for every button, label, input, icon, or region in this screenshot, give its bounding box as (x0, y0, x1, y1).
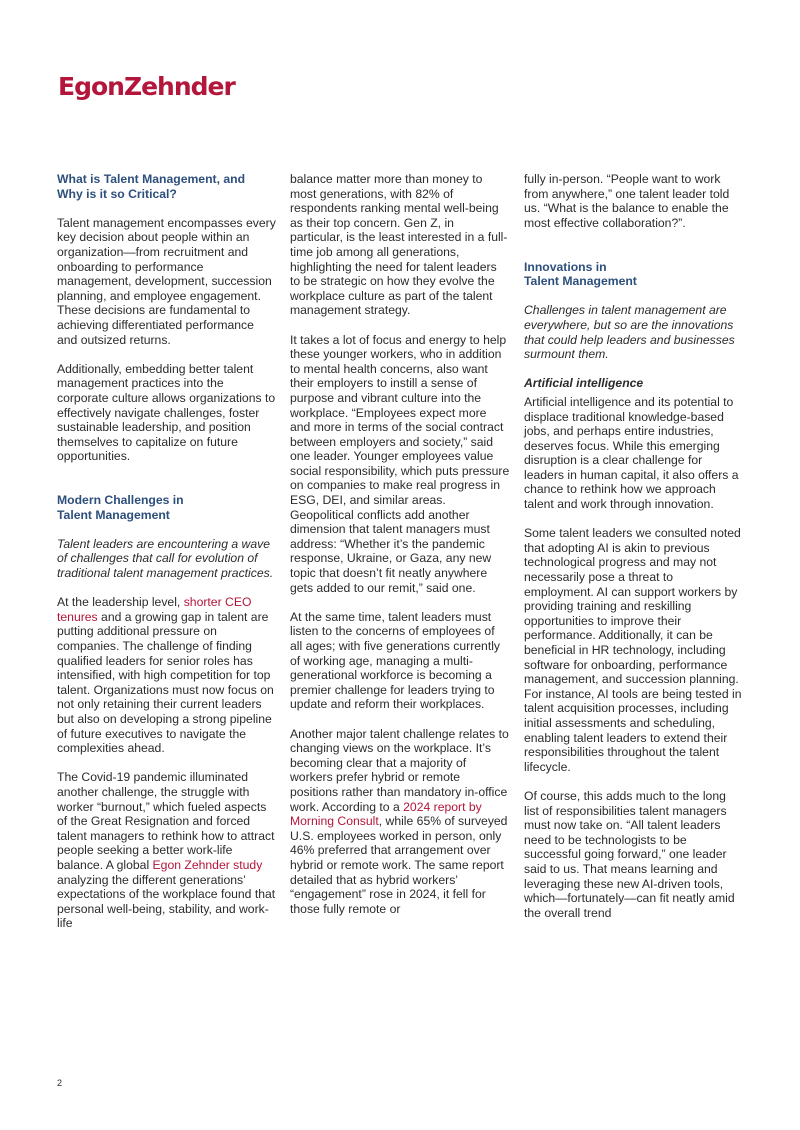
text: The Covid-19 pandemic illuminated another challenge, the struggle with worker “burnout,” which fueled aspects of the Great Resignation and forced talent managers to rethink how to attract people seeking a better work-life balance. A global (57, 770, 275, 872)
heading-what-is-talent-management (57, 172, 277, 201)
egon-zehnder-study-link[interactable]: Egon Zehnder study (152, 857, 263, 872)
page-number: 2 (57, 1078, 63, 1088)
heading-line: Talent Management (524, 274, 637, 289)
shorter-ceo-tenures-link[interactable]: shorter CEO tenures (57, 595, 252, 624)
heading-line: Innovations in (524, 259, 607, 274)
column-left (57, 172, 277, 945)
spacer (524, 245, 744, 260)
paragraph: At the same time, talent leaders must listen to the concerns of employees of all ages; with five generations currently of working age, managing a multi-generational workforce is becoming a premier challenge for leaders trying to update and reform their workplaces. (290, 609, 501, 712)
column-middle (290, 172, 510, 931)
morning-consult-report-link[interactable]: 2024 report by Morning Consult (290, 799, 482, 829)
paragraph: Of course, this adds much to the long list of responsibilities talent managers must now take on. “All talent leaders need to be technologists to be successful going forward,” one leader said to us. That means learning and leveraging these new AI-driven tools, which—fortunately—can fit neatly amid the overall trend (524, 788, 735, 920)
subheading-artificial-intelligence: Artificial intelligence (524, 376, 644, 391)
text: , while 65% of surveyed U.S. employees worked in person, only 46% preferred that arrangement over hybrid or remote work. The same report detailed that as hybrid workers’ “engagement” rose in 2024, it fell for those fully remote or (290, 814, 508, 916)
heading-modern-challenges (57, 493, 277, 522)
heading-line: Why is it so Critical? (57, 186, 177, 201)
heading-line: Talent Management (57, 507, 170, 522)
text: At the leadership level, (57, 595, 184, 610)
paragraph: balance matter more than money to most generations, with 82% of respondents ranking mental well-being as their top concern. Gen Z, in particular, is the least interested in a full-time job among all generations, highlighting the need for talent leaders to be strategic on how they evolve the workplace culture as part of the talent management strategy. (290, 172, 508, 318)
section-intro: Challenges in talent management are everywhere, but so are the innovations that could help leaders and businesses surmount them. (524, 303, 735, 362)
text: analyzing the different generations’ expectations of the workplace found that personal well-being, stability, and work-life (57, 872, 276, 931)
paragraph: Talent management encompasses every key decision about people within an organization—from recruitment and onboarding to performance management, development, succession planning, and employee engagement. These decisions are fundamental to achieving differentiated performance and outsized returns. (57, 215, 276, 347)
section-intro: Talent leaders are encountering a wave of challenges that call for evolution of traditional talent management practices. (57, 536, 274, 581)
paragraph: fully in-person. “People want to work from anywhere,” one talent leader told us. “What is the balance to enable the most effective collaboration?”. (524, 172, 730, 230)
paragraph (57, 770, 277, 931)
paragraph: Artificial intelligence and its potential to displace traditional knowledge-based jobs, and perhaps entire industries, deserves focus. While this emerging disruption is a clear challenge for leaders in human capital, it also offers a chance to rethink how we approach talent and work through innovation. (524, 394, 739, 512)
text: and a growing gap in talent are putting additional pressure on companies. The challenge of finding qualified leaders for senior roles has intensified, with high competition for top talent. Organizations must now focus on not only retaining their current leaders but also on developing a strong pipeline of future executives to navigate the complexities ahead. (57, 609, 274, 756)
paragraph: It takes a lot of focus and energy to help these younger workers, who in addition to mental health concerns, also want their employers to instill a sense of purpose and vibrant culture into the workplace. “Employees expect more and more in terms of the social contract between employers and society,” said one leader. Younger employees value social responsibility, which puts pressure on companies to make real progress in ESG, DEI, and similar areas. Geopolitical conflicts add another dimension that talent managers must address: “Whether it’s the pandemic response, Ukraine, or Gaza, any new topic that doesn’t fit neatly anywhere gets added to our remit,” said one. (290, 332, 510, 595)
spacer (57, 478, 277, 493)
heading-innovations (524, 260, 744, 289)
egon-zehnder-logo: EgonZehnder (58, 72, 235, 101)
paragraph (290, 727, 510, 917)
column-right (524, 172, 744, 935)
paragraph: Additionally, embedding better talent management practices into the corporate culture allows organizations to effectively navigate challenges, foster sustainable leadership, and position themselves to capitalize on future opportunities. (57, 361, 276, 464)
heading-line: Modern Challenges in (57, 493, 184, 508)
paragraph: Some talent leaders we consulted noted that adopting AI is akin to previous technological progress and may not necessarily pose a threat to employment. AI can support workers by providing training and reskilling opportunities to improve their performance. Additionally, it can be beneficial in HR technology, including software for onboarding, performance management, and succession planning. For instance, AI tools are being tested in talent acquisition processes, including initial assessments and scheduling, enabling talent leaders to extend their responsibilities throughout the talent lifecycle. (524, 526, 742, 774)
heading-line: What is Talent Management, and (57, 172, 246, 186)
text: Another major talent challenge relates to changing views on the workplace. It’s becoming clear that a majority of workers prefer hybrid or remote positions rather than mandatory in-office work. According to a (290, 726, 509, 814)
paragraph (57, 595, 277, 756)
